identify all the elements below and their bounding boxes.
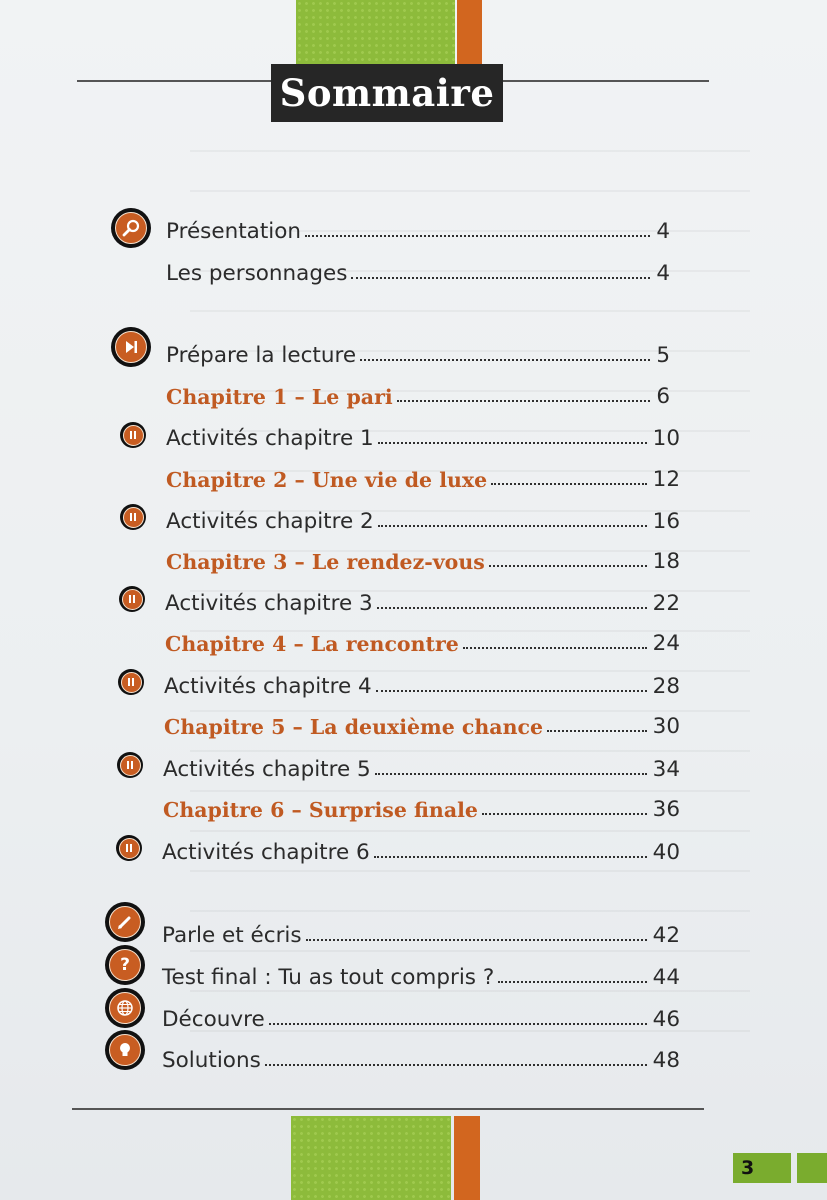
toc-leader (498, 981, 646, 983)
toc-page: 22 (652, 591, 680, 616)
toc-row-chapter[interactable] (166, 375, 670, 409)
toc-leader (377, 607, 647, 609)
toc-label: Activités chapitre 1 (166, 426, 374, 451)
toc-page: 10 (652, 426, 680, 451)
bottom-rule (72, 1108, 704, 1110)
toc-row[interactable] (164, 665, 680, 699)
toc-page: 30 (652, 714, 680, 739)
top-orange-band (457, 0, 482, 66)
toc-leader (375, 773, 647, 775)
toc-label: Solutions (162, 1048, 261, 1073)
toc-leader (378, 442, 647, 444)
toc-page: 16 (652, 509, 680, 534)
toc-row[interactable] (166, 500, 680, 534)
pause-icon (120, 422, 146, 448)
toc-page: 6 (656, 384, 670, 409)
toc-label: Chapitre 4 – La rencontre (165, 632, 459, 656)
toc-label: Présentation (166, 219, 302, 244)
toc-row-chapter[interactable] (166, 540, 680, 574)
toc-row[interactable] (166, 252, 670, 286)
toc-page: 24 (652, 631, 680, 656)
toc-label: Chapitre 3 – Le rendez-vous (166, 550, 485, 574)
toc-row[interactable] (166, 334, 670, 368)
bottom-orange-band (454, 1116, 480, 1200)
toc-label: Les personnages (166, 261, 348, 286)
toc-label: Chapitre 6 – Surprise finale (163, 798, 478, 822)
toc-leader (351, 277, 650, 279)
toc-page: 28 (652, 674, 680, 699)
toc-page: 46 (652, 1007, 680, 1032)
page-number-tab (797, 1153, 827, 1183)
toc-label: Activités chapitre 4 (164, 674, 372, 699)
toc-label: Chapitre 1 – Le pari (166, 385, 393, 409)
toc-leader (376, 690, 647, 692)
magnifier-icon (111, 208, 151, 248)
toc-row[interactable] (162, 831, 680, 865)
toc-row[interactable] (166, 210, 670, 244)
toc-page: 5 (656, 343, 670, 368)
pause-icon (118, 669, 144, 695)
toc-label: Parle et écris (162, 923, 302, 948)
toc-row[interactable] (162, 956, 680, 990)
toc-page: 4 (656, 261, 670, 286)
question-icon: ? (105, 945, 145, 985)
pencil-icon (105, 902, 145, 942)
toc-row[interactable] (165, 582, 680, 616)
toc-row[interactable] (162, 1039, 680, 1073)
pause-icon (117, 752, 143, 778)
pause-icon (116, 835, 142, 861)
toc-row[interactable] (162, 914, 680, 948)
toc-row-chapter[interactable] (164, 705, 680, 739)
toc-leader (374, 856, 647, 858)
toc-leader (463, 647, 647, 649)
toc-page: 44 (652, 965, 680, 990)
toc-row[interactable] (163, 748, 680, 782)
toc-leader (547, 730, 647, 732)
toc-leader (306, 939, 647, 941)
toc-row-chapter[interactable] (165, 622, 680, 656)
toc-label: Chapitre 2 – Une vie de luxe (166, 468, 488, 492)
toc-leader (482, 813, 647, 815)
toc-leader (265, 1064, 647, 1066)
toc-label: Découvre (162, 1007, 265, 1032)
skip-forward-icon (111, 327, 151, 367)
toc-leader (491, 483, 646, 485)
toc-row[interactable] (166, 417, 680, 451)
toc-page: 40 (652, 840, 680, 865)
toc-page: 36 (652, 797, 680, 822)
toc-row[interactable] (162, 998, 680, 1032)
toc-leader (269, 1023, 647, 1025)
toc-page: 4 (656, 219, 670, 244)
toc-label: Activités chapitre 5 (163, 757, 371, 782)
toc-label: Test final : Tu as tout compris ? (162, 965, 495, 990)
toc-label: Activités chapitre 3 (165, 591, 373, 616)
bottom-green-band (291, 1116, 451, 1200)
toc-row-chapter[interactable] (163, 788, 680, 822)
globe-icon (105, 988, 145, 1028)
top-green-band (296, 0, 455, 66)
toc-page: 34 (652, 757, 680, 782)
toc-label: Prépare la lecture (166, 343, 357, 368)
toc-leader (489, 565, 647, 567)
toc-row-chapter[interactable] (166, 458, 680, 492)
toc-label: Activités chapitre 2 (166, 509, 374, 534)
toc-page: 18 (652, 549, 680, 574)
toc-leader (360, 359, 650, 361)
lightbulb-icon (105, 1030, 145, 1070)
page-number: 3 (733, 1153, 791, 1183)
toc-label: Chapitre 5 – La deuxième chance (164, 715, 543, 739)
toc-page: 42 (652, 923, 680, 948)
toc-page: 48 (652, 1048, 680, 1073)
page-title: Sommaire (271, 64, 503, 122)
pause-icon (119, 586, 145, 612)
toc-page: 12 (652, 467, 680, 492)
toc-label: Activités chapitre 6 (162, 840, 370, 865)
toc-leader (305, 235, 650, 237)
pause-icon (120, 504, 146, 530)
toc-leader (378, 525, 647, 527)
toc-leader (397, 400, 651, 402)
